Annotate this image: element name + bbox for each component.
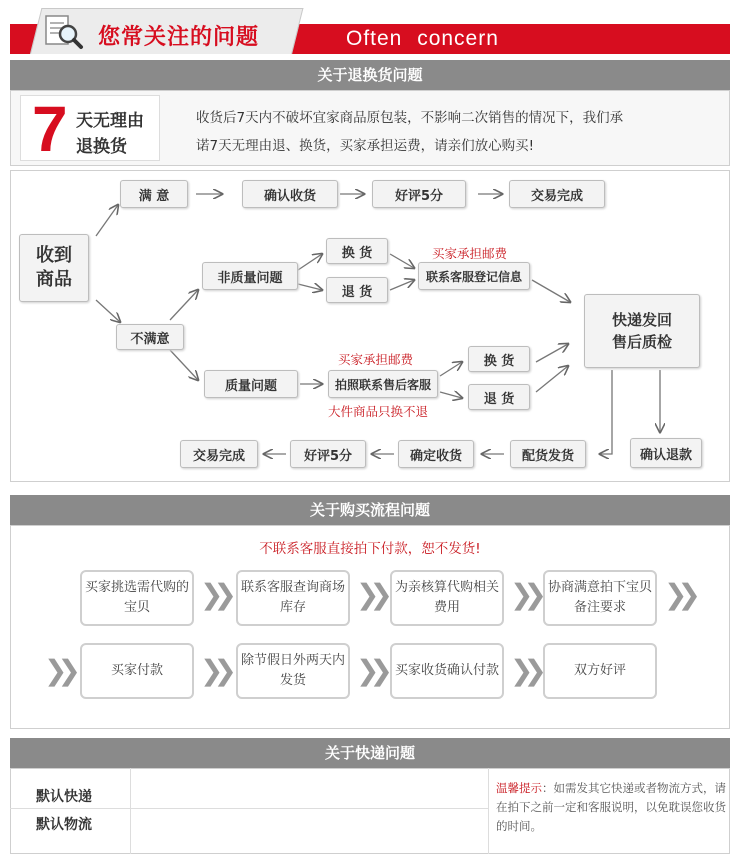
chevron-right-icon: ❯❯ — [664, 578, 691, 611]
chevron-right-icon: ❯❯ — [356, 578, 383, 611]
purchase-step-7: 买家收货确认付款 — [390, 643, 504, 699]
express-divider-right — [488, 768, 489, 854]
flow-good-review-top: 好评5分 — [372, 180, 466, 208]
flow-exchange-a: 换 货 — [326, 238, 388, 264]
flow-photo-contact: 拍照联系售后客服 — [328, 370, 438, 398]
chevron-right-icon: ❯❯ — [510, 654, 537, 687]
default-logistics-label: 默认物流 — [36, 817, 92, 833]
default-express-label: 默认快递 — [36, 789, 92, 805]
purchase-step-4: 协商满意拍下宝贝备注要求 — [543, 570, 657, 626]
flow-good-review-bottom: 好评5分 — [290, 440, 366, 468]
returns-badge-line2: 退换货 — [76, 137, 127, 157]
express-tip-label: 温馨提示 — [496, 781, 542, 795]
purchase-step-3: 为亲核算代购相关费用 — [390, 570, 504, 626]
flow-quality: 质量问题 — [204, 370, 298, 398]
flow-received — [19, 234, 89, 302]
chevron-right-icon: ❯❯ — [356, 654, 383, 687]
returns-description-line1: 收货后7天内不破坏宜家商品原包装，不影响二次销售的情况下，我们承 — [196, 110, 624, 126]
flow-deal-done-top: 交易完成 — [509, 180, 605, 208]
flow-ship-back — [584, 294, 700, 368]
page-subtitle-en: Often concern — [346, 27, 499, 50]
purchase-step-5: 买家付款 — [80, 643, 194, 699]
flow-received-label: 收到商品 — [36, 245, 72, 290]
express-divider — [130, 768, 131, 854]
flow-ship-back-label: 快递发回售后质检 — [611, 311, 672, 351]
flow-confirm-receipt-b: 确定收货 — [398, 440, 474, 468]
flow-confirm-return: 确认退款 — [630, 438, 702, 468]
returns-badge-line1: 天无理由 — [76, 111, 144, 131]
express-tip-text: ：如需发其它快递或者物流方式，请在拍下之前一定和客服说明，以免耽误您收货的时间。 — [496, 781, 726, 833]
flow-dispatch: 配货发货 — [510, 440, 586, 468]
flow-buyer-postage-b: 买家承担邮费 — [338, 352, 414, 367]
purchase-section-title: 关于购买流程问题 — [10, 495, 730, 525]
chevron-right-icon: ❯❯ — [510, 578, 537, 611]
flow-large-items: 大件商品只换不退 — [328, 404, 429, 419]
purchase-step-6: 除节假日外两天内发货 — [236, 643, 350, 699]
flow-exchange-b: 换 货 — [468, 346, 530, 372]
page-title: 您常关注的问题 — [98, 25, 260, 50]
flow-satisfied: 满 意 — [120, 180, 188, 208]
express-section-title: 关于快递问题 — [10, 738, 730, 768]
returns-badge-number: 7 — [32, 93, 68, 165]
flow-non-quality: 非质量问题 — [202, 262, 298, 290]
chevron-right-icon: ❯❯ — [200, 578, 227, 611]
express-row-divider — [10, 808, 488, 809]
flow-confirm-receipt: 确认收货 — [242, 180, 338, 208]
flow-return-a: 退 货 — [326, 277, 388, 303]
express-tip — [496, 779, 726, 836]
chevron-right-icon: ❯❯ — [200, 654, 227, 687]
returns-section-title: 关于退换货问题 — [10, 60, 730, 90]
purchase-step-1: 买家挑选需代购的宝贝 — [80, 570, 194, 626]
flow-unsatisfied: 不满意 — [116, 324, 184, 350]
returns-description-line2: 诺7天无理由退、换货，买家承担运费，请亲们放心购买! — [196, 138, 535, 154]
flow-deal-done-bottom: 交易完成 — [180, 440, 258, 468]
flow-buyer-postage-a: 买家承担邮费 — [432, 246, 508, 261]
chevron-right-icon: ❯❯ — [44, 654, 71, 687]
purchase-step-8: 双方好评 — [543, 643, 657, 699]
purchase-warning: 不联系客服直接拍下付款，恕不发货! — [259, 541, 481, 557]
flow-contact-register: 联系客服登记信息 — [418, 262, 530, 290]
flow-return-b: 退 货 — [468, 384, 530, 410]
purchase-step-2: 联系客服查询商场库存 — [236, 570, 350, 626]
